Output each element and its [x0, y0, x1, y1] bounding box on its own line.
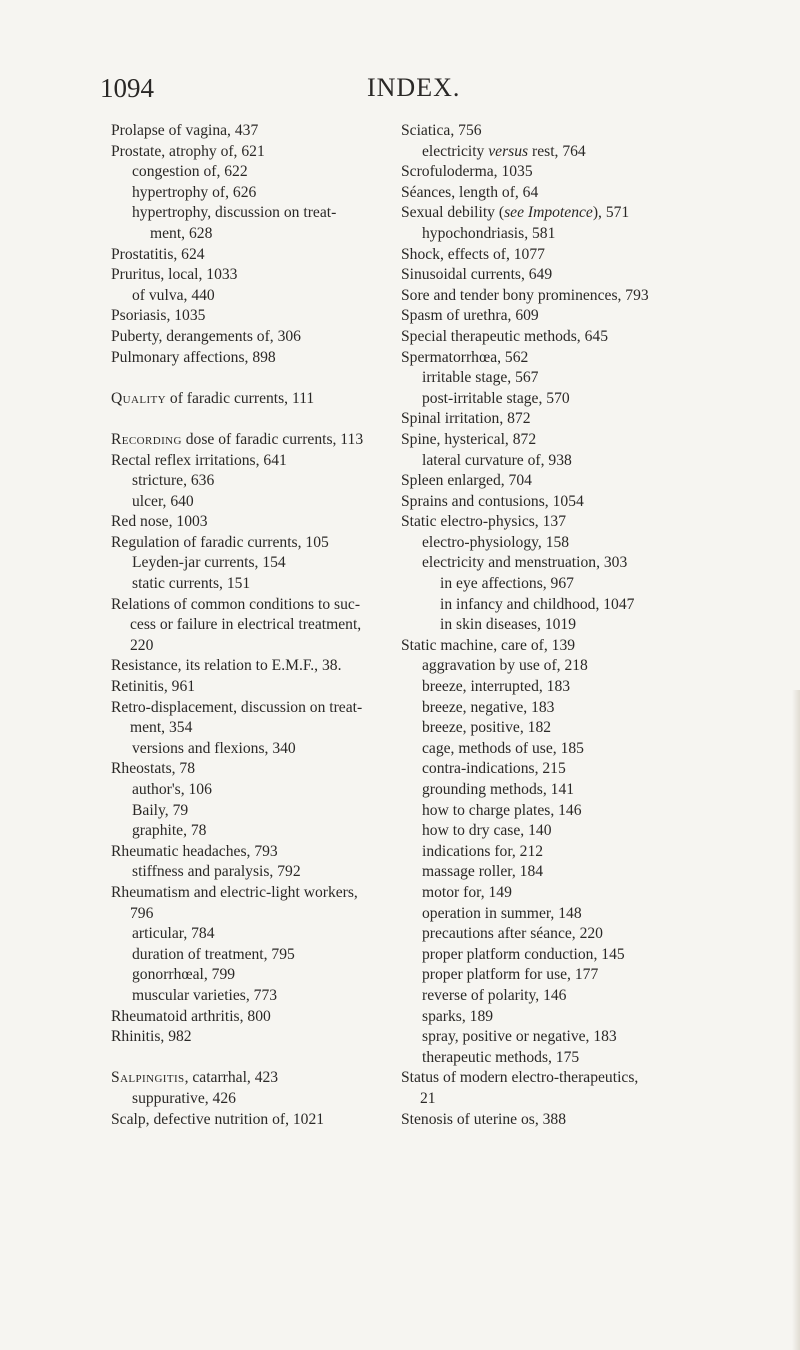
index-entry: Rectal reflex irritations, 641 — [111, 451, 287, 469]
index-entry: Retinitis, 961 — [111, 678, 196, 696]
index-entry: Spleen enlarged, 704 — [401, 472, 532, 490]
index-subentry: suppurative, 426 — [132, 1089, 236, 1107]
index-entry-continued: ment, 354 — [130, 719, 193, 737]
index-entry: Rheumatoid arthritis, 800 — [111, 1007, 271, 1025]
index-subentry: breeze, interrupted, 183 — [422, 678, 571, 696]
index-entry: Puberty, derangements of, 306 — [111, 327, 301, 345]
index-entry — [111, 389, 394, 410]
index-entry: Special therapeutic methods, 645 — [401, 327, 608, 345]
index-entry: Rheostats, 78 — [111, 760, 196, 778]
index-entry: Stenosis of uterine os, 388 — [401, 1110, 567, 1128]
index-entry: Scalp, defective nutrition of, 1021 — [111, 1110, 325, 1128]
index-subentry: spray, positive or negative, 183 — [422, 1028, 617, 1046]
index-subentry: proper platform for use, 177 — [422, 966, 599, 984]
entry-text: of faradic currents, 111 — [166, 389, 315, 407]
index-entry — [111, 430, 394, 451]
index-subentry: gonorrhœal, 799 — [132, 966, 236, 984]
index-subentry: breeze, positive, 182 — [422, 719, 552, 737]
index-subentry: hypochondriasis, 581 — [422, 224, 556, 242]
index-subentry: in eye affections, 967 — [440, 575, 574, 593]
index-entry: Static machine, care of, 139 — [401, 636, 576, 654]
index-subentry: lateral curvature of, 938 — [422, 451, 572, 469]
index-subentry: author's, 106 — [132, 781, 212, 798]
index-entry: Rheumatism and electric-light workers, — [111, 883, 358, 901]
index-entry: Sore and tender bony prominences, 793 — [401, 286, 649, 304]
section-gap — [111, 1048, 394, 1069]
index-entry: Retro-displacement, discussion on treat- — [111, 698, 363, 716]
index-entry: Regulation of faradic currents, 105 — [111, 533, 329, 551]
index-entry: Spermatorrhœa, 562 — [401, 348, 529, 366]
index-entry-continued: 220 — [130, 636, 154, 654]
entry-italic: versus — [488, 142, 529, 160]
index-entry-continued: 21 — [420, 1089, 436, 1107]
page-header — [0, 72, 800, 104]
index-entry — [401, 203, 793, 224]
index-entry: Shock, effects of, 1077 — [401, 245, 545, 263]
index-subentry: post-irritable stage, 570 — [422, 389, 570, 407]
index-subentry: electro-physiology, 158 — [422, 533, 570, 551]
index-subentry: versions and flexions, 340 — [132, 739, 296, 757]
index-entry: Prostate, atrophy of, 621 — [111, 142, 265, 160]
section-gap — [111, 409, 394, 430]
index-entry: Static electro-physics, 137 — [401, 513, 566, 531]
index-subentry: indications for, 212 — [422, 842, 544, 860]
index-subentry: hypertrophy, discussion on treat- — [132, 204, 337, 222]
entry-text: rest, 764 — [528, 142, 586, 160]
entry-text: Sexual debility ( — [401, 204, 505, 222]
index-entry: Scrofuloderma, 1035 — [401, 163, 533, 181]
index-subentry: cage, methods of use, 185 — [422, 739, 584, 757]
section-lead: Salpingitis — [111, 1069, 185, 1087]
index-subentry: breeze, negative, 183 — [422, 698, 555, 716]
index-entry — [111, 1068, 394, 1089]
index-entry: Spinal irritation, 872 — [401, 410, 531, 428]
index-entry: Rhinitis, 982 — [111, 1028, 192, 1046]
index-entry: Spine, hysterical, 872 — [401, 430, 537, 448]
index-subentry: articular, 784 — [132, 925, 215, 943]
index-subentry: sparks, 189 — [422, 1007, 494, 1025]
index-subentry: contra-indications, 215 — [422, 760, 566, 778]
index-entry: Séances, length of, 64 — [401, 183, 539, 201]
index-subentry: operation in summer, 148 — [422, 904, 582, 922]
index-entry: Sciatica, 756 — [401, 122, 482, 139]
index-entry: Sinusoidal currents, 649 — [401, 266, 553, 284]
index-entry: Rheumatic headaches, 793 — [111, 842, 278, 860]
index-subentry: irritable stage, 567 — [422, 369, 539, 387]
index-entry: Prolapse of vagina, 437 — [111, 122, 259, 139]
index-subentry: stricture, 636 — [132, 472, 215, 490]
entry-text: dose of faradic currents, 113 — [181, 430, 364, 448]
index-entry: Red nose, 1003 — [111, 513, 208, 531]
index-subentry: hypertrophy of, 626 — [132, 183, 257, 201]
index-subentry: how to charge plates, 146 — [422, 801, 582, 819]
index-entry: Sprains and contusions, 1054 — [401, 492, 584, 510]
index-subentry: stiffness and paralysis, 792 — [132, 863, 301, 881]
index-subentry: of vulva, 440 — [132, 286, 215, 304]
index-entry: Pulmonary affections, 898 — [111, 348, 276, 366]
index-entry-continued: cess or failure in electrical treatment, — [130, 616, 362, 634]
index-subentry: reverse of polarity, 146 — [422, 986, 567, 1004]
entry-text: electricity — [422, 142, 489, 160]
index-subentry: congestion of, 622 — [132, 163, 248, 181]
index-column-left — [111, 121, 394, 1130]
index-subentry: how to dry case, 140 — [422, 822, 552, 840]
index-entry: Prostatitis, 624 — [111, 245, 205, 263]
index-entry: Pruritus, local, 1033 — [111, 266, 238, 284]
entry-text: , catarrhal, 423 — [184, 1069, 279, 1087]
index-subentry: static currents, 151 — [132, 575, 251, 593]
index-subentry: therapeutic methods, 175 — [422, 1048, 580, 1066]
index-subentry: Baily, 79 — [132, 801, 189, 819]
index-subentry: ulcer, 640 — [132, 492, 194, 510]
running-head: INDEX. — [367, 73, 461, 102]
index-column-right — [401, 121, 793, 1130]
index-entry: Relations of common conditions to suc- — [111, 595, 361, 613]
index-entry: Psoriasis, 1035 — [111, 307, 206, 325]
index-subentry: grounding methods, 141 — [422, 781, 575, 798]
section-lead: Quality — [111, 389, 166, 407]
index-entry: Resistance, its relation to E.M.F., 38. — [111, 657, 342, 675]
index-subentry: aggravation by use of, 218 — [422, 657, 588, 675]
entry-italic: see Impotence — [504, 204, 593, 222]
index-subentry: graphite, 78 — [132, 822, 207, 840]
index-subentry: muscular varieties, 773 — [132, 986, 278, 1004]
section-gap — [111, 368, 394, 389]
index-entry-continued: 796 — [130, 904, 154, 922]
index-subentry: electricity and menstruation, 303 — [422, 554, 628, 572]
index-subentry: in infancy and childhood, 1047 — [440, 595, 635, 613]
entry-text: ), 571 — [592, 204, 630, 222]
index-entry: Status of modern electro-therapeutics, — [401, 1069, 639, 1087]
index-entry: Spasm of urethra, 609 — [401, 307, 539, 325]
index-subentry — [401, 142, 793, 163]
index-subentry: duration of treatment, 795 — [132, 945, 295, 963]
index-subentry: precautions after séance, 220 — [422, 925, 603, 943]
page-number: 1094 — [100, 73, 154, 103]
page-edge-shadow — [792, 690, 800, 1350]
section-lead: Recording — [111, 430, 182, 448]
index-subentry: in skin diseases, 1019 — [440, 616, 577, 634]
index-subentry: proper platform conduction, 145 — [422, 945, 625, 963]
index-subentry: ment, 628 — [150, 224, 213, 242]
index-subentry: motor for, 149 — [422, 883, 512, 901]
index-subentry: Leyden-jar currents, 154 — [132, 554, 286, 572]
index-subentry: massage roller, 184 — [422, 863, 544, 881]
